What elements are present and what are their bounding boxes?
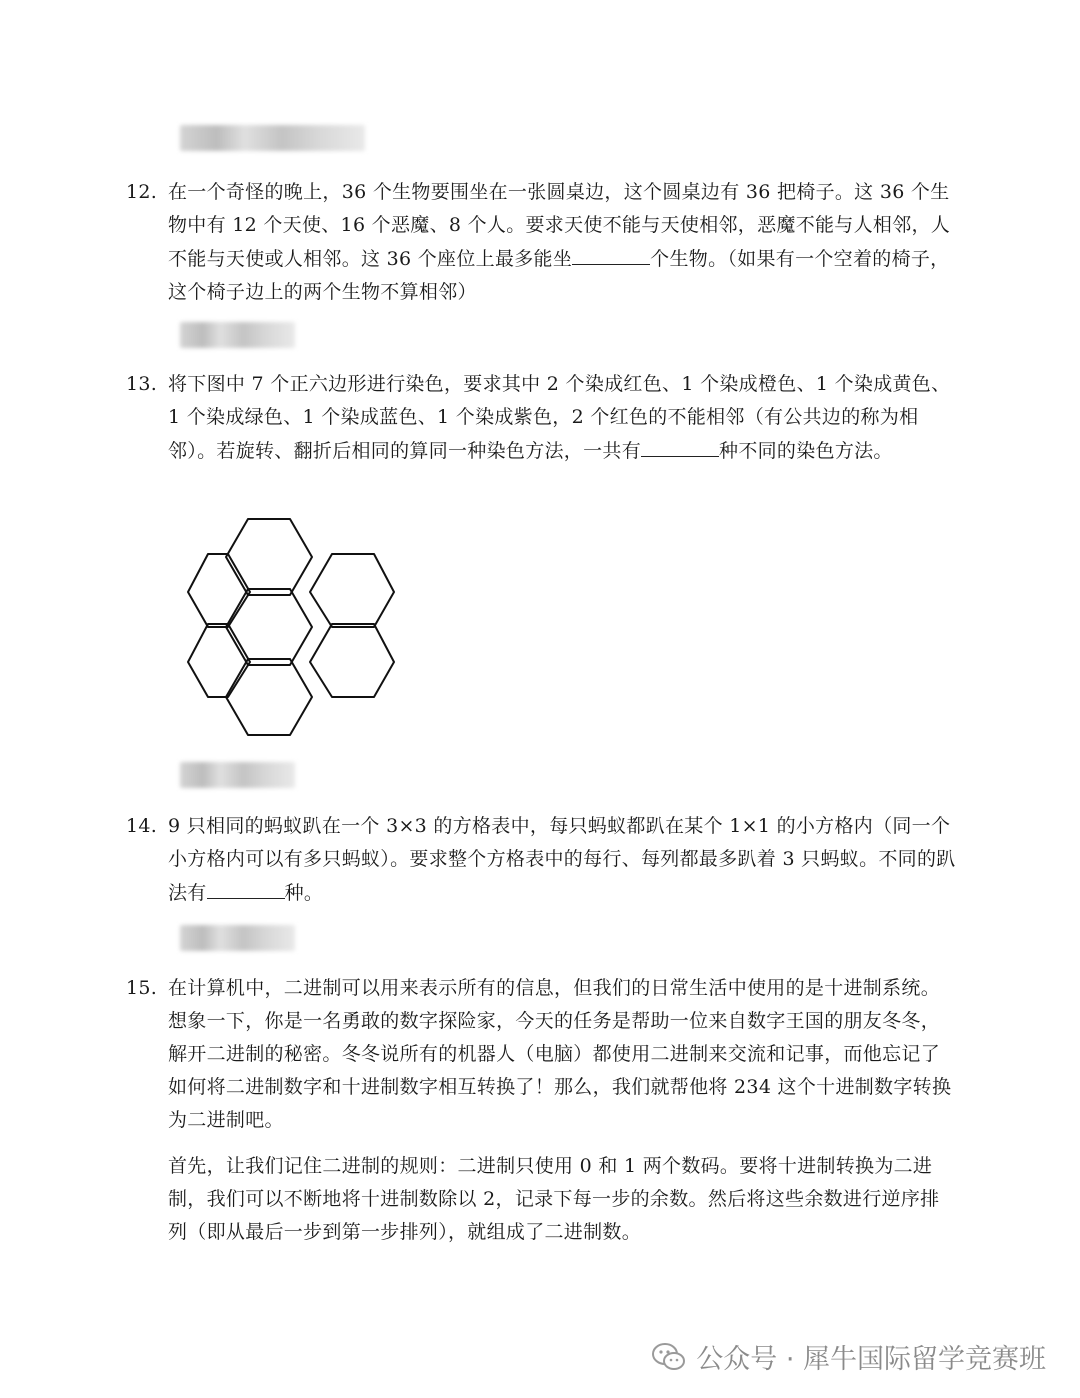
- question-12: [126, 176, 956, 309]
- footer-watermark: [652, 1337, 1046, 1376]
- hexagon-top: [226, 519, 312, 595]
- question-14: [126, 810, 956, 910]
- footer-text: 公众号 · 犀牛国际留学竞赛班: [696, 1344, 1046, 1375]
- question-13: [126, 368, 956, 468]
- question-text: 在计算机中，二进制可以用来表示所有的信息，但我们的日常生活中使用的是十进制系统。想象一下，你是一名勇敢的数字探险家，今天的任务是帮助一位来自数字王国的朋友冬冬，解开二进制的秘密。冬冬说所有的机器人（电脑）都使用二进制来交流和记事，而他忘记了如何将二进制数字和十进制数字相互转换了！那么，我们就帮他将 234 这个十进制数字转换为二进制吧。: [168, 977, 952, 1131]
- redacted-label: [180, 762, 295, 788]
- redacted-label: [180, 925, 295, 951]
- wechat-icon: [652, 1342, 686, 1372]
- hexagon-lower-right: [310, 624, 394, 697]
- hexagon-center: [226, 589, 312, 665]
- question-15-paragraph: 首先，让我们记住二进制的规则：二进制只使用 0 和 1 两个数码。要将十进制转换为二进制，我们可以不断地将十进制数除以 2，记录下每一步的余数。然后将这些余数进行逆序排列（即从最后一步到第一步排列），就组成了二进制数。: [168, 1155, 940, 1243]
- hexagon-bottom: [226, 659, 312, 735]
- redacted-label: [180, 322, 295, 348]
- hexagon-figure: [180, 515, 400, 740]
- hexagon-upper-right: [310, 554, 394, 627]
- question-text: 将下图中 7 个正六边形进行染色，要求其中 2 个染成红色、1 个染成橙色、1 个染成黄色、1 个染成绿色、1 个染成蓝色、1 个染成紫色，2 个红色的不能相邻（有公共边的称为相邻）。若旋转、翻折后相同的算同一种染色方法，一共有 种不同的染色方法。: [168, 373, 951, 462]
- question-number: 13.: [126, 373, 158, 395]
- answer-blank[interactable]: [641, 434, 719, 457]
- question-15: [126, 972, 956, 1137]
- question-number: 15.: [126, 977, 158, 999]
- question-number: 12.: [126, 181, 158, 203]
- question-text: 在一个奇怪的晚上，36 个生物要围坐在一张圆桌边，这个圆桌边有 36 把椅子。这 36 个生物中有 12 个天使、16 个恶魔、8 个人。要求天使不能与天使相邻，恶魔不能与人相邻，人不能与天使或人相邻。这 36 个座位上最多能坐 个生物。（如果有一个空着的椅子，这个椅子边上的两个生物不算相邻）: [168, 181, 951, 303]
- redacted-label: [180, 125, 365, 151]
- answer-blank[interactable]: [572, 242, 650, 265]
- hexagon-lower-left: [188, 624, 250, 697]
- question-text: 9 只相同的蚂蚁趴在一个 3×3 的方格表中，每只蚂蚁都趴在某个 1×1 的小方格内（同一个小方格内可以有多只蚂蚁）。要求整个方格表中的每行、每列都最多趴着 3 只蚂蚁。不同的趴法有 种。: [168, 815, 956, 904]
- hexagon-upper-left: [188, 554, 250, 627]
- question-number: 14.: [126, 815, 158, 837]
- answer-blank[interactable]: [207, 876, 285, 899]
